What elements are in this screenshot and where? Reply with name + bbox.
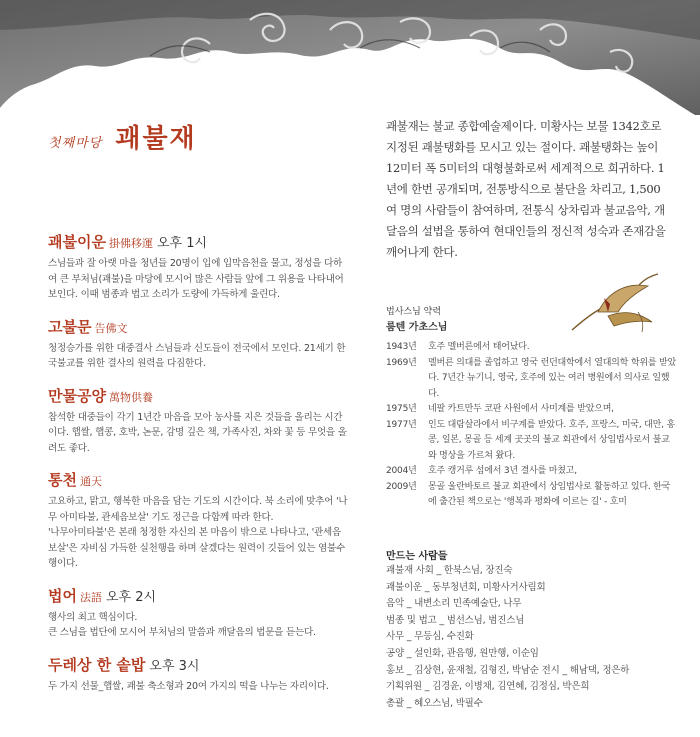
event-description: '나무아미타불'은 본래 청정한 자신의 본 마음이 밖으로 나타나고, '관세음보살'은 자비심 가득한 실천행을 하며 살겠다는 원력이 깃들어 있는 염불수행이다.: [48, 527, 346, 569]
intro-paragraph: 괘불재는 불교 종합예술제이다. 미황사는 보물 1342호로 지정된 괘불탱화를 모시고 있는 절이다. 괘불탱화는 높이 12미터 폭 5미터의 대형불화로써 세계적으로 희귀하다. 1년에 한번 공개되며, 전통방식으로 불단을 차리고, 1,500여 명의 사람들이 참여하며, 전통식 상차림과 불교음악, 개달음의 설법을 통하여 현대인들의 정신적 성숙과 존재감을 깨어나게 한다.: [386, 119, 666, 259]
event-name: 만물공양: [48, 386, 106, 405]
event-hanja: 告佛文: [94, 321, 128, 335]
event-description: 고요하고, 맑고, 행복한 마음을 담는 기도의 시간이다. 북 소리에 맞추어 '나무 아미타불, 관세음보살' 기도 정근을 다함께 따라 한다.: [48, 496, 348, 523]
section-title: [48, 118, 197, 155]
event-description: 스님들과 잘 아랫 마을 청년들 20명이 입에 입막음천을 물고, 정성을 다하여 큰 부처님(괘불)을 마당에 모시어 많은 사람들 앞에 그 위용을 나타내어 보인다. 이때 범종과 법고 소리가 도량에 가득하게 울린다.: [48, 258, 344, 300]
event-hanja: 掛佛移運: [108, 237, 153, 250]
event-name: 통천: [48, 471, 77, 489]
credit-line: 범종 및 법고 _ 범선스님, 범진스님: [386, 614, 525, 626]
event-description: 참석한 대중들이 각기 1년간 마음을 모아 농사를 지은 것들을 올리는 시간이다. 햅쌀, 햅콩, 호박, 논문, 감명 깊은 책, 가족사진, 차와 꽃 등 무엇을 올려도 좋다.: [48, 411, 347, 454]
bio-text: 네팔 카트만두 코판 사원에서 사미계를 받았으며,: [428, 404, 614, 414]
event-item: [48, 586, 348, 641]
bio-text: 호주 캥거루 섬에서 3년 결사를 마쳤고,: [428, 466, 577, 476]
credit-line: 홍보 _ 김상현, 윤재철, 김형진, 박남순 전시 _ 해남댁, 정은하: [386, 664, 630, 676]
bio-text: 인도 대람살라에서 비구계를 받았다. 호주, 프랑스, 미국, 대만, 홍콩, 일본, 몽골 등 세계 곳곳의 불교 회관에서 상임법사로서 불교와 명상을 가르쳐 왔다.: [428, 419, 675, 461]
event-item: [48, 386, 348, 457]
bio-year: 2009년: [386, 481, 417, 492]
bio-entry: [386, 480, 676, 511]
event-name: 괘불이운: [48, 233, 106, 251]
event-name: 법어: [48, 586, 77, 605]
credit-line: 음악 _ 내변소리 민족예술단, 나무: [386, 598, 522, 610]
bio-entry: [386, 402, 676, 418]
event-name: 두레상 한 솥밥: [48, 655, 146, 674]
credit-line: 총괄 _ 혜오스님, 박필수: [386, 697, 483, 709]
bio-text: 멜버른 의대를 졸업하고 영국 런던대학에서 열대의학 학위를 받았다. 7년간 뉴기니, 영국, 호주에 있는 여러 병원에서 의사로 일했다.: [428, 357, 676, 399]
bio-entry: [386, 418, 676, 465]
bio-year: 1977년: [386, 419, 417, 430]
decorative-cloud-banner: [0, 0, 700, 115]
bio-year: 1969년: [386, 357, 417, 368]
bio-year: 1943년: [386, 342, 417, 352]
credits-list: [386, 563, 666, 712]
event-description: 행사의 최고 핵심이다.: [48, 611, 138, 623]
event-list: [48, 232, 348, 708]
event-item: [48, 655, 348, 695]
event-item: [48, 470, 348, 572]
bio-name: 룸텐 가초스님: [386, 322, 448, 333]
credit-line: 공양 _ 설인화, 관음행, 원만행, 이순임: [386, 647, 539, 659]
bio-text: 몽골 울란바토르 불교 회관에서 상임법사로 활동하고 있다. 한국에 출간된 책으로는 '행복과 평화에 이르는 길' - 호미: [428, 481, 671, 507]
credit-line: 괘불이운 _ 동부청년회, 미황사거사림회: [386, 581, 546, 593]
event-hanja: 法語: [79, 590, 102, 604]
bio-text: 호주 멜버른에서 태어났다.: [428, 342, 530, 352]
bio-list: [386, 340, 676, 511]
event-item: [48, 317, 348, 372]
event-time: 오후 3시: [149, 658, 200, 674]
event-item: [48, 232, 348, 303]
credit-line: 기획위원 _ 김경윤, 이병채, 김연혜, 김정심, 박은희: [386, 681, 590, 693]
bio-entry: [386, 340, 676, 356]
credit-line: 괘불재 사회 _ 한북스님, 장진숙: [386, 565, 513, 576]
bio-year: 1975년: [386, 404, 417, 414]
bio-year: 2004년: [386, 466, 417, 476]
event-time: 오후 1시: [156, 236, 208, 251]
event-hanja: 通天: [79, 475, 102, 488]
credit-line: 사무 _ 무등심, 수진화: [386, 631, 474, 643]
bio-label: 법사스님 약력: [386, 307, 442, 317]
section-subtitle: 첫째마당: [48, 136, 103, 151]
event-description: 두 가지 선물_햅쌀, 괘불 축소형과 20여 가지의 떡을 나누는 자리이다.: [48, 680, 329, 692]
event-time: 오후 2시: [105, 589, 157, 605]
bio-entry: [386, 464, 676, 480]
event-description: 청정승가를 위한 대중결사 스님들과 신도들이 전국에서 모인다. 21세기 한국불교를 위한 결사의 원력을 다짐한다.: [48, 342, 346, 369]
event-description: 큰 스님을 법단에 모시어 부처님의 말씀과 깨달음의 법문을 듣는다.: [48, 627, 316, 638]
bio-entry: [386, 356, 676, 403]
page-title: 괘불재: [115, 124, 197, 154]
event-hanja: 萬物供養: [108, 390, 153, 404]
event-name: 고불문: [48, 317, 92, 336]
credits-title: 만드는 사람들: [386, 551, 448, 562]
